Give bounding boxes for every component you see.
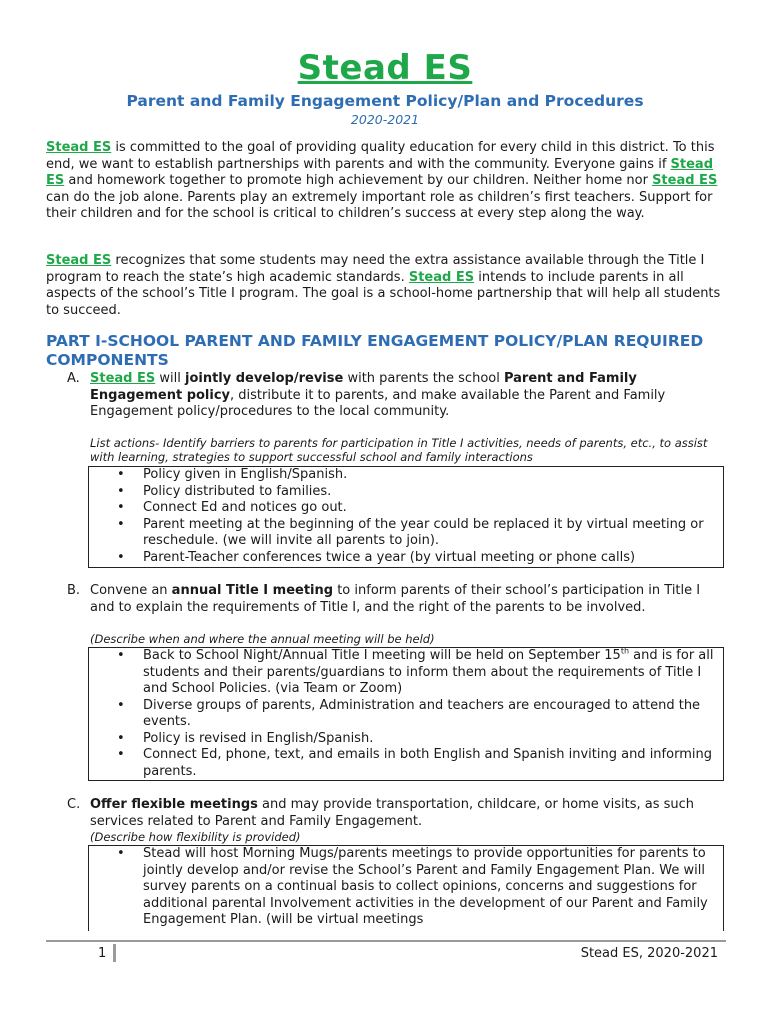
bullet-icon: • [117,549,125,565]
bullet-icon: • [117,730,125,746]
document-title: Stead ES [297,48,473,88]
bullet-icon: • [117,747,125,762]
page-number: 1 [98,946,107,961]
section-letter: C. [67,797,81,812]
section-letter: A. [67,371,80,386]
school-name: Stead ES [652,173,718,188]
part1-heading: PART I-SCHOOL PARENT AND FAMILY ENGAGEMENT POLICY/PLAN REQUIRED COMPONENTS [46,332,704,369]
section-c-note: (Describe how flexibility is provided) [90,830,301,844]
list-item: • Stead will host Morning Mugs/parents meetings to provide opportunities for parents to jointly develop and/or revise the School’s Parent and Family Engagement Plan. We will survey parents on a continual basis to collect opinions, concerns and suggestions for additional parental Involvement activities in the development of our Parent and Family Engagement Plan. (will be virtual meetings [117,846,708,927]
bullet-icon: • [117,500,125,515]
footer-divider [46,940,726,942]
bullet-icon: • [117,483,125,499]
list-item: • Policy is revised in English/Spanish. [117,730,374,746]
list-item: • Policy given in English/Spanish. [117,467,348,482]
section-b [67,583,717,616]
section-c-actions-box [88,845,724,931]
section-b-actions-box [88,647,724,781]
bullet-icon: • [117,846,125,861]
list-item: • Parent meeting at the beginning of the year could be replaced it by virtual meeting or reschedule. (we will invite all parents to join). [117,516,704,548]
bullet-icon: • [117,467,125,482]
section-letter: B. [67,583,81,598]
school-name: Stead ES [46,156,714,188]
list-item: • Back to School Night/Annual Title I meeting will be held on September 15th and is for all students and their parents/guardians to inform them about the requirements of Title I and School Policies. (via Team or Zoom) [117,646,714,696]
list-item: • Connect Ed, phone, text, and emails in both English and Spanish inviting and informing parents. [117,747,712,779]
section-a-note: List actions- Identify barriers to parents for participation in Title I activities, needs of parents, etc., to assist with learning, strategies to support successful school and family interactions [90,436,708,464]
section-b-text: Convene an annual Title I meeting to inform parents of their school’s participation in Title I and to explain the requirements of Title I, and the right of the parents to be involved. [90,583,701,615]
section-c-text: Offer flexible meetings and may provide transportation, childcare, or home visits, as such services related to Parent and Family Engagement. [90,797,695,829]
list-item: • Diverse groups of parents, Administration and teachers are encouraged to attend the events. [117,697,701,729]
footer-text: Stead ES, 2020-2021 [580,946,718,961]
intro-paragraph-1: Stead ES is committed to the goal of providing quality education for every child in this district. To this end, we want to establish partnerships with parents and with the community. Everyone gains if Stead ES and homework together to promote high achievement by our children. Neither home nor Stead ES can do the job alone. Parents play an extremely important role as children’s first teachers. Support for their children and for the school is critical to children’s success at every step along the way. [46,140,718,221]
school-name: Stead ES [46,140,112,155]
section-c [67,797,717,830]
intro-paragraph-2: Stead ES recognizes that some students may need the extra assistance available through the Title I program to reach the state’s high academic standards. Stead ES intends to include parents in all aspects of the school’s Title I program. The goal is a school-home partnership that will help all students to succeed. [46,253,721,318]
bullet-icon: • [117,516,125,532]
school-name: Stead ES [90,371,156,386]
school-name: Stead ES [408,269,475,285]
list-item: • Connect Ed and notices go out. [117,500,347,515]
section-a-actions-box [88,466,724,568]
section-b-note: (Describe when and where the annual meeting will be held) [90,632,435,646]
document-subtitle: Parent and Family Engagement Policy/Plan and Procedures [126,92,644,110]
page-number-bar [113,944,116,962]
list-item: • Parent-Teacher conferences twice a year (by virtual meeting or phone calls) [117,549,636,565]
list-item: • Policy distributed to families. [117,483,332,499]
school-year: 2020-2021 [350,112,420,127]
school-name: Stead ES [46,253,112,268]
bullet-icon: • [117,648,125,663]
bullet-icon: • [117,697,125,713]
section-a-text: Stead ES will jointly develop/revise with parents the school Parent and Family Engagement policy, distribute it to parents, and make available the Parent and Family Engagement policy/procedures to the local community. [90,371,666,419]
section-a [67,371,717,421]
